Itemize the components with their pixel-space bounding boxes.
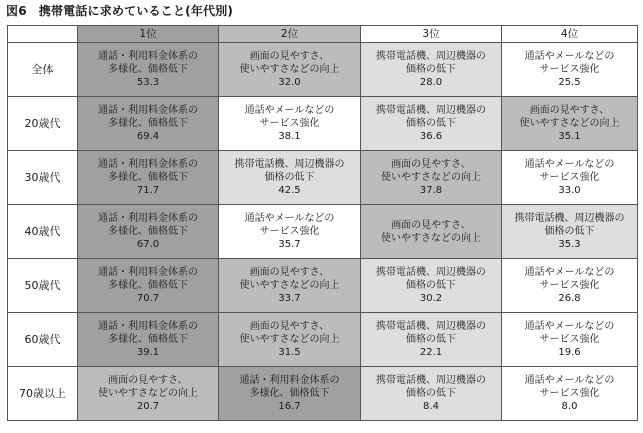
cell-text: 多様化、価格低下 [108,172,188,183]
cell-text: 通話・利用料金体系の [98,267,198,278]
cell-value: 16.7 [278,401,301,412]
cell-text: 通話やメールなどの [244,105,335,116]
cell-text: 使いやすさなどの向上 [519,118,620,129]
rank-cell [361,43,502,97]
cell-text: 画面の見やすさ、 [249,51,330,62]
rank-cell [361,259,502,313]
cell-text: 通話・利用料金体系の [98,159,198,170]
cell-value: 35.1 [558,131,581,142]
cell-text: 多様化、価格低下 [108,118,188,129]
cell-value: 71.7 [136,185,160,196]
cell-text: 通話やメールなどの [524,375,615,386]
cell-value: 8.0 [561,401,578,412]
cell-value: 8.4 [423,401,439,412]
cell-value: 32.0 [278,77,301,88]
age-group-label: 全体 [8,43,78,97]
cell-text: 使いやすさなどの向上 [239,64,340,75]
cell-text: 画面の見やすさ、 [391,219,471,231]
rank-cell [78,313,219,367]
cell-text: 携帯電話機、周辺機器の [376,51,486,62]
rank-cell [361,151,502,205]
cell-text: 携帯電話機、周辺機器の [376,105,486,116]
cell-text: 価格の低下 [406,388,456,399]
figure-caption [6,2,233,19]
cell-text: 多様化、価格低下 [108,226,188,237]
rank-cell [78,367,219,421]
age-group-label: 40歳代 [8,205,78,259]
cell-text: 価格の低下 [544,226,595,237]
rank-cell [78,259,219,313]
rank-cell [219,43,361,97]
rank-cell [78,43,219,97]
cell-text: 携帯電話機、周辺機器の [376,375,486,386]
cell-text: 使いやすさなどの向上 [98,388,198,399]
rank-header-3: 3位 [361,26,502,43]
cell-text: 通話やメールなどの [524,267,615,278]
cell-text: サービス強化 [259,118,320,129]
cell-text: 価格の低下 [264,172,315,183]
cell-text: 使いやすさなどの向上 [239,280,340,291]
cell-text: 価格の低下 [406,64,456,75]
table-row [8,151,638,205]
cell-text: サービス強化 [539,172,600,183]
rank-cell [502,205,638,259]
cell-value: 33.0 [558,185,581,196]
rank-cell [219,367,361,421]
cell-text: 通話・利用料金体系の [98,321,198,332]
table-body [8,43,638,421]
cell-text: 価格の低下 [406,334,456,345]
cell-text: 多様化、価格低下 [108,64,188,75]
table-row [8,259,638,313]
rank-cell [502,151,638,205]
cell-text: 携帯電話機、周辺機器の [234,159,345,170]
cell-text: サービス強化 [539,334,600,345]
cell-text: 多様化、価格低下 [108,280,188,291]
cell-text: 画面の見やすさ、 [249,267,330,278]
figure-number: 図6 [6,4,27,18]
cell-text: サービス強化 [539,280,600,291]
cell-text: 多様化、価格低下 [249,388,330,399]
cell-text: サービス強化 [539,388,600,399]
rank-cell [502,97,638,151]
cell-text: 通話やメールなどの [524,159,615,170]
cell-text: 通話・利用料金体系の [98,213,198,224]
cell-value: 20.7 [136,401,160,412]
table-row [8,43,638,97]
cell-value: 37.8 [419,185,443,196]
figure-title: 携帯電話に求めていること(年代別) [38,4,234,18]
table-row [8,367,638,421]
table-row [8,205,638,259]
rank-cell [361,367,502,421]
rank-cell [78,151,219,205]
age-group-label: 30歳代 [8,151,78,205]
rank-cell [502,367,638,421]
cell-text: 画面の見やすさ、 [391,159,471,170]
cell-text: 携帯電話機、周辺機器の [514,213,625,224]
cell-text: 画面の見やすさ、 [249,321,330,332]
cell-value: 69.4 [136,131,160,142]
rank-header-1: 1位 [78,26,219,43]
rank-cell [361,97,502,151]
cell-value: 22.1 [419,347,443,358]
rank-header-row [8,26,638,43]
rank-header-4: 4位 [502,26,638,43]
cell-text: 価格の低下 [406,118,456,129]
rank-cell [219,151,361,205]
rank-header-2: 2位 [219,26,361,43]
cell-text: 使いやすさなどの向上 [381,172,481,183]
rank-cell [78,97,219,151]
corner-cell [8,26,78,43]
cell-value: 26.8 [558,293,581,304]
cell-text: 携帯電話機、周辺機器の [376,267,486,278]
rank-cell [361,313,502,367]
cell-text: 多様化、価格低下 [108,334,188,345]
rank-cell [361,205,502,259]
cell-value: 35.3 [558,239,581,250]
cell-value: 25.5 [558,77,581,88]
cell-value: 42.5 [278,185,301,196]
cell-text: 画面の見やすさ、 [529,105,610,116]
cell-text: 通話・利用料金体系の [239,375,340,386]
rank-cell [219,97,361,151]
cell-text: 使いやすさなどの向上 [239,334,340,345]
cell-value: 38.1 [278,131,301,142]
cell-text: 通話やメールなどの [244,213,335,224]
cell-text: サービス強化 [259,226,320,237]
rank-cell [219,313,361,367]
cell-value: 31.5 [278,347,301,358]
rank-cell [219,259,361,313]
age-group-label: 70歳以上 [8,367,78,421]
cell-text: 携帯電話機、周辺機器の [376,321,486,332]
rank-cell [502,313,638,367]
rank-cell [78,205,219,259]
age-group-label: 60歳代 [8,313,78,367]
cell-text: 価格の低下 [406,280,456,291]
cell-value: 36.6 [419,131,443,142]
table-row [8,313,638,367]
ranking-table [7,25,638,421]
rank-cell [502,259,638,313]
age-group-label: 50歳代 [8,259,78,313]
cell-value: 53.3 [136,77,160,88]
cell-value: 67.0 [136,239,160,250]
cell-text: サービス強化 [539,64,600,75]
cell-value: 33.7 [278,293,301,304]
cell-value: 35.7 [278,239,301,250]
cell-value: 28.0 [419,77,443,88]
rank-cell [502,43,638,97]
age-group-label: 20歳代 [8,97,78,151]
cell-text: 使いやすさなどの向上 [381,232,481,244]
cell-text: 通話・利用料金体系の [98,105,198,116]
cell-value: 30.2 [419,293,443,304]
cell-text: 通話やメールなどの [524,51,615,62]
table-row [8,97,638,151]
cell-text: 通話・利用料金体系の [98,51,198,62]
rank-cell [219,205,361,259]
cell-value: 70.7 [136,293,160,304]
cell-text: 画面の見やすさ、 [108,375,188,386]
cell-value: 39.1 [136,347,160,358]
cell-value: 19.6 [558,347,581,358]
cell-text: 通話やメールなどの [524,321,615,332]
